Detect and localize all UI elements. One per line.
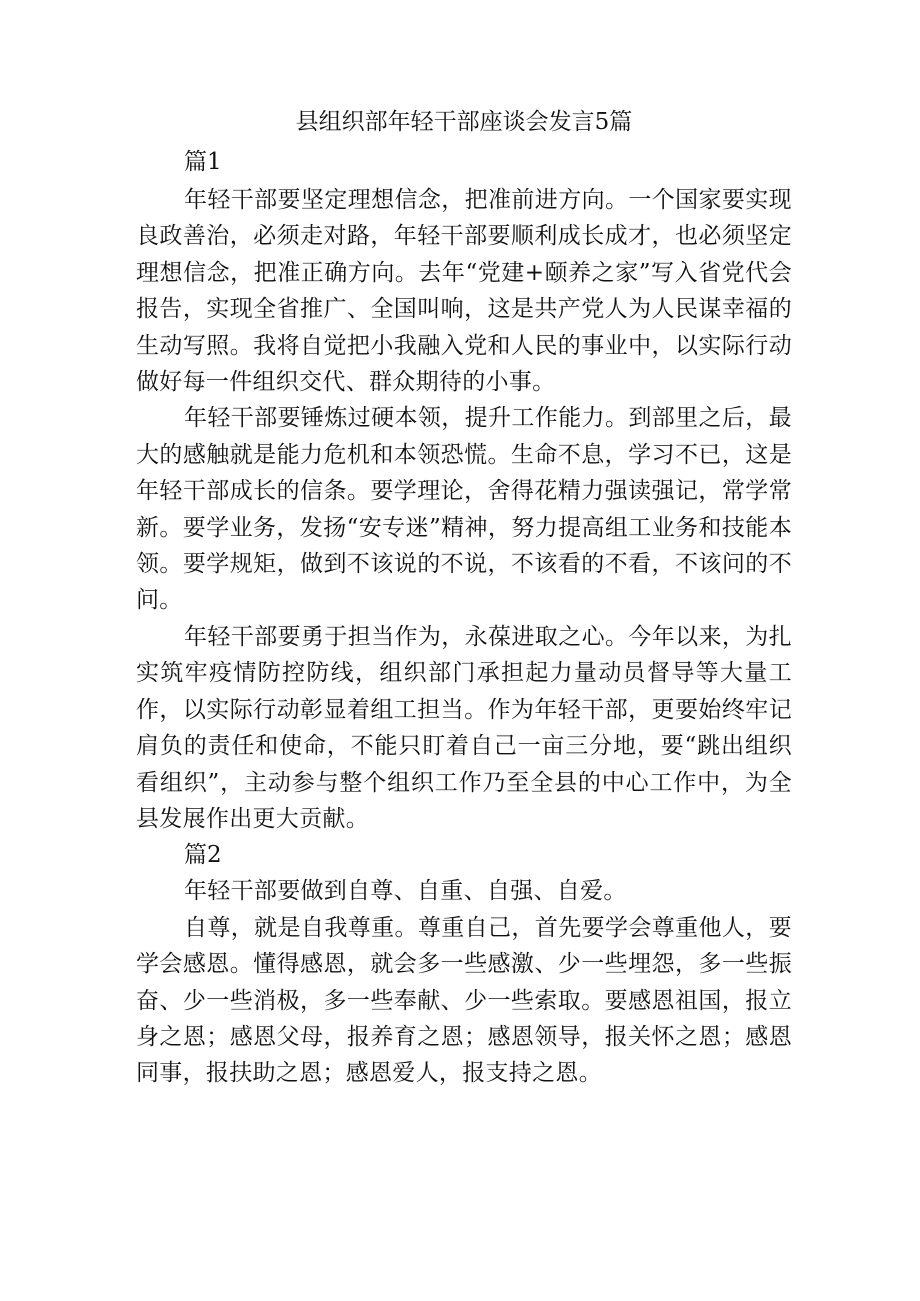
paragraph: 年轻干部要做到自尊、自重、自强、自爱。	[184, 878, 627, 905]
paragraph: 年轻干部要勇于担当作为，永葆进取之心。今年以来，为扎实筑牢疫情防控防线，组织部门承担起力量动员督导等大量工作，以实际行动彰显着组工担当。作为年轻干部，更要始终牢记肩负的责任和使命，不能只盯着自己一亩三分地，要“跳出组织看组织”，主动参与整个组织工作乃至全县的中心工作中，为全县发展作出更大贡献。	[136, 623, 792, 832]
paragraph: 自尊，就是自我尊重。尊重自己，首先要学会尊重他人，要学会感恩。懂得感恩，就会多一些感激、少一些埋怨，多一些振奋、少一些消极，多一些奉献、少一些索取。要感恩祖国，报立身之恩；感恩父母，报养育之恩；感恩领导，报关怀之恩；感恩同事，报扶助之恩；感恩爱人，报支持之恩。	[136, 914, 792, 1087]
section-1	[136, 144, 792, 837]
document-page	[136, 104, 792, 1092]
paragraph: 年轻干部要坚定理想信念，把准前进方向。一个国家要实现良政善治，必须走对路，年轻干部要顺利成长成才，也必须坚定理想信念，把准正确方向。去年“党建+颐养之家”写入省党代会报告，实现全省推广、全国叫响，这是共产党人为人民谋幸福的生动写照。我将自觉把小我融入党和人民的事业中，以实际行动做好每一件组织交代、群众期待的小事。	[136, 187, 792, 396]
section-heading: 篇1	[184, 149, 222, 175]
section-2	[136, 837, 792, 1091]
section-heading: 篇2	[184, 842, 222, 869]
document-title: 县组织部年轻干部座谈会发言5篇	[295, 109, 633, 135]
paragraph: 年轻干部要锤炼过硬本领，提升工作能力。到部里之后，最大的感触就是能力危机和本领恐慌。生命不息，学习不已，这是年轻干部成长的信条。要学理论，舍得花精力强读强记，常学常新。要学业务，发扬“安专迷”精神，努力提高组工业务和技能本领。要学规矩，做到不该说的不说，不该看的不看，不该问的不问。	[136, 405, 792, 614]
